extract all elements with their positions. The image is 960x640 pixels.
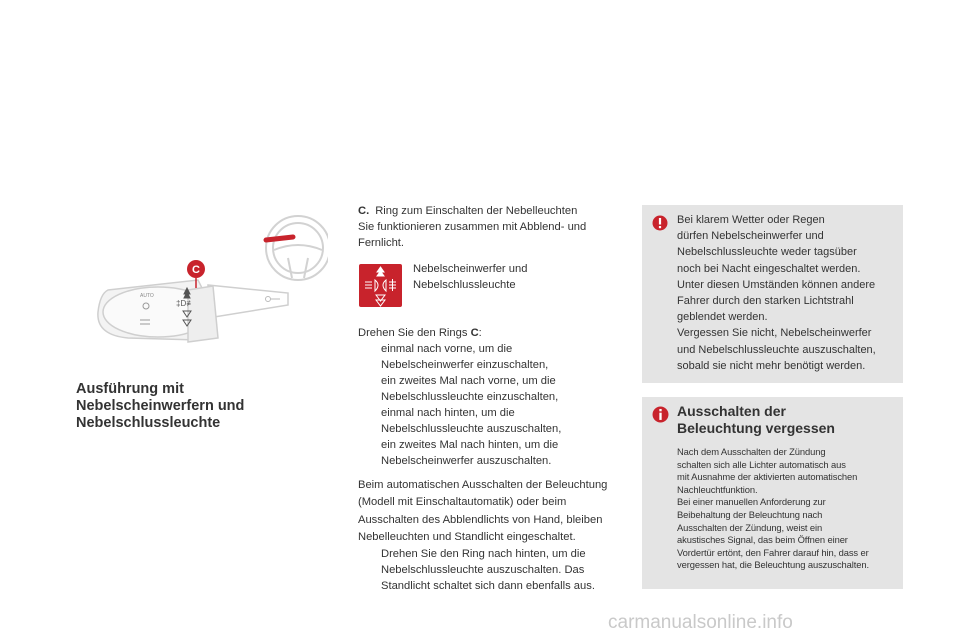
intro-line: Ring zum Einschalten der Nebelleuchten <box>375 205 578 217</box>
turn-ring-steps <box>358 341 626 469</box>
warning-icon <box>652 215 668 231</box>
info-title: Ausschalten der Beleuchtung vergessen <box>677 403 835 436</box>
main-text-column <box>358 203 626 594</box>
info-box <box>642 397 903 589</box>
intro-line: Fernlicht. <box>358 237 405 249</box>
steering-wheel-icon <box>266 216 328 280</box>
wiper-stalk <box>266 237 293 240</box>
symbol-line: Nebelschlussleuchte <box>413 279 516 291</box>
intro-label: C. <box>358 205 370 217</box>
auto-off-line: Ausschalten des Abblendlichts von Hand, bleiben <box>358 513 603 526</box>
fog-lights-icon <box>359 264 402 307</box>
auto-off-line: Beim automatischen Ausschalten der Beleuchtung <box>358 479 608 491</box>
list-item: ein zweites Mal nach hinten, um die Nebelscheinwerfer auszuschalten. <box>381 439 559 467</box>
heading-line: Nebelscheinwerfern und <box>76 398 245 414</box>
auto-off-line: Nebelleuchten und Standlicht eingeschaltet. <box>358 530 576 543</box>
svg-text:AUTO: AUTO <box>140 293 154 299</box>
svg-text:‡D≢: ‡D≢ <box>176 299 195 308</box>
list-item: einmal nach hinten, um die Nebelschlussleuchte auszuschalten, <box>381 407 562 435</box>
list-item: ein zweites Mal nach vorne, um die Nebelschlussleuchte einzuschalten, <box>381 375 559 403</box>
auto-off-section <box>358 477 626 594</box>
auto-off-steps <box>358 546 626 594</box>
svg-text:C: C <box>192 264 200 276</box>
lighting-stalk <box>98 280 288 342</box>
fog-symbol-caption <box>413 261 527 293</box>
warning-box <box>642 205 903 383</box>
turn-ring-lead: Drehen Sie den Rings C: <box>358 327 482 339</box>
intro-line: Sie funktionieren zusammen mit Abblend- und <box>358 221 587 233</box>
warning-text: Bei klarem Wetter oder Regen dürfen Nebelscheinwerfer und Nebelschlussleuchte weder tagsüber noch bei Nacht eingeschaltet werden. Unter diesen Umständen können andere Fahrer durch den starken Lichtstrahl geblendet werden. Vergessen Sie nicht, Nebelscheinwerfer und Nebelschlussleuchte auszuschalten, sobald sie nicht mehr benötigt werden. <box>677 214 876 372</box>
heading-line: Nebelschlussleuchte <box>76 415 221 431</box>
auto-off-line: (Modell mit Einschaltautomatik) oder beim <box>358 496 567 509</box>
turn-ring-section <box>358 325 626 469</box>
heading-line: Ausführung mit <box>76 381 184 397</box>
symbol-line: Nebelscheinwerfer und <box>413 263 528 275</box>
fog-symbol-row <box>358 261 626 325</box>
intro-paragraph <box>358 203 626 251</box>
section-heading <box>76 381 326 432</box>
info-text: Nach dem Ausschalten der Zündung schalten sich alle Lichter automatisch aus mit Ausnahme der aktivierten automatischen Nachleuchtfunktion. Bei einer manuellen Anforderung zur Beibehaltung der Beleuchtung nach Ausschalten der Zündung, weist ein akustisches Signal, das beim Öffnen einer Vordertür ertönt, den Fahrer darauf hin, dass er vergessen hat, die Beleuchtung auszuschalten. <box>677 446 869 571</box>
list-item: Drehen Sie den Ring nach hinten, um die Nebelschlussleuchte auszuschalten. Das Standlicht schaltet sich dann ebenfalls aus. <box>381 548 595 593</box>
light-stalk-illustration <box>88 210 328 360</box>
watermark: carmanualsonline.info <box>608 612 793 633</box>
info-icon <box>652 406 669 423</box>
list-item: einmal nach vorne, um die Nebelscheinwerfer einzuschalten, <box>381 343 549 371</box>
